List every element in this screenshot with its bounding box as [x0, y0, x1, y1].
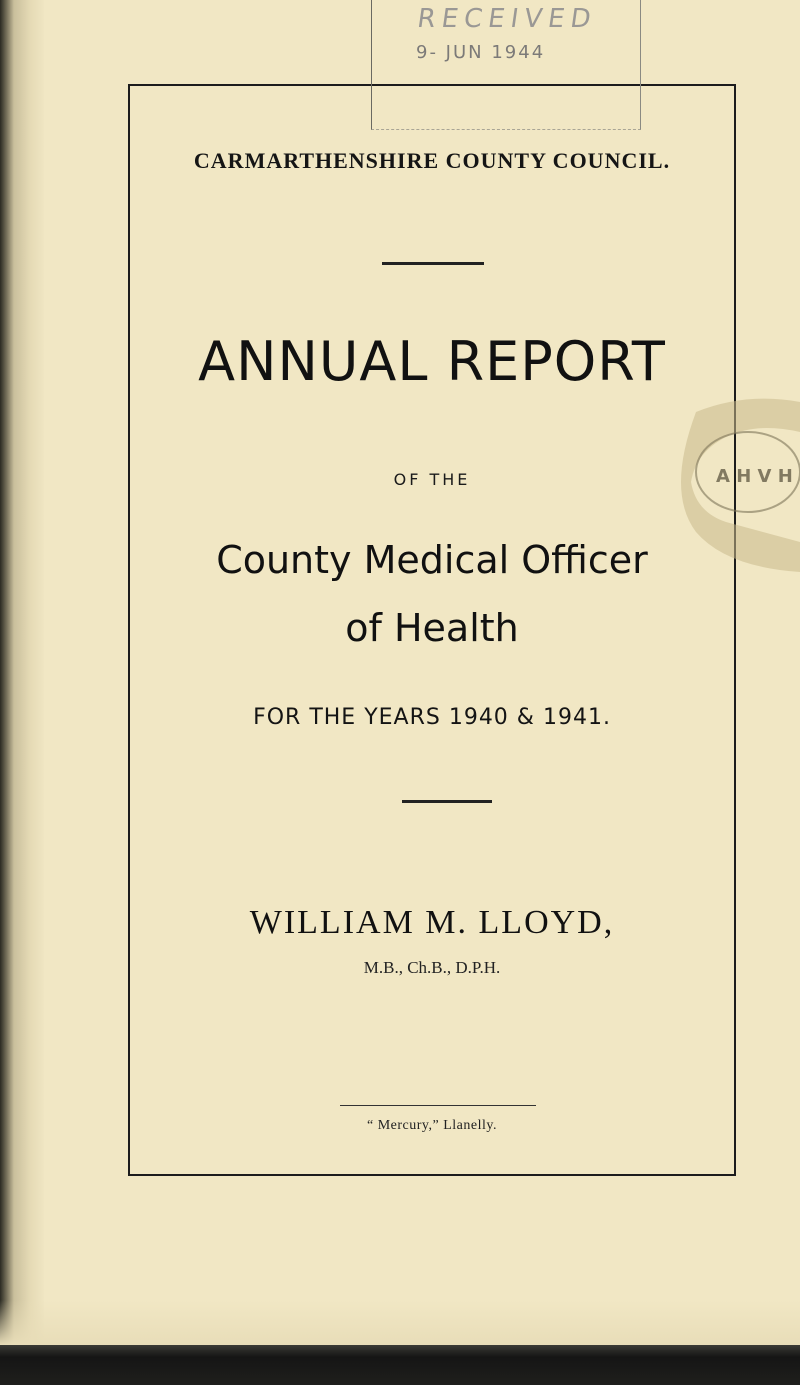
scan-bottom-edge — [0, 1345, 800, 1385]
binding-spine — [0, 0, 44, 1385]
author-degrees: M.B., Ch.B., D.P.H. — [363, 958, 501, 977]
author-name: WILLIAM M. LLOYD, — [249, 904, 615, 941]
stamp-word: RECEIVED — [415, 4, 599, 34]
svg-text:A H V H: A H V H — [716, 466, 793, 487]
stamp-date: 9- JUN 1944 — [416, 42, 546, 63]
report-years: FOR THE YEARS 1940 & 1941. — [253, 705, 611, 730]
printer-imprint: “ Mercury,” Llanelly. — [367, 1118, 497, 1133]
page-shadow — [0, 1300, 800, 1345]
health-line: of Health — [345, 606, 519, 650]
report-title: ANNUAL REPORT — [198, 330, 666, 393]
officer-line: County Medical Officer — [216, 538, 648, 582]
divider-middle — [402, 800, 492, 803]
of-the-label: OF THE — [393, 470, 471, 489]
council-heading: CARMARTHENSHIRE COUNTY COUNCIL. — [193, 148, 671, 173]
divider-top — [382, 262, 484, 265]
received-stamp — [371, 0, 641, 130]
divider-bottom — [340, 1105, 536, 1106]
